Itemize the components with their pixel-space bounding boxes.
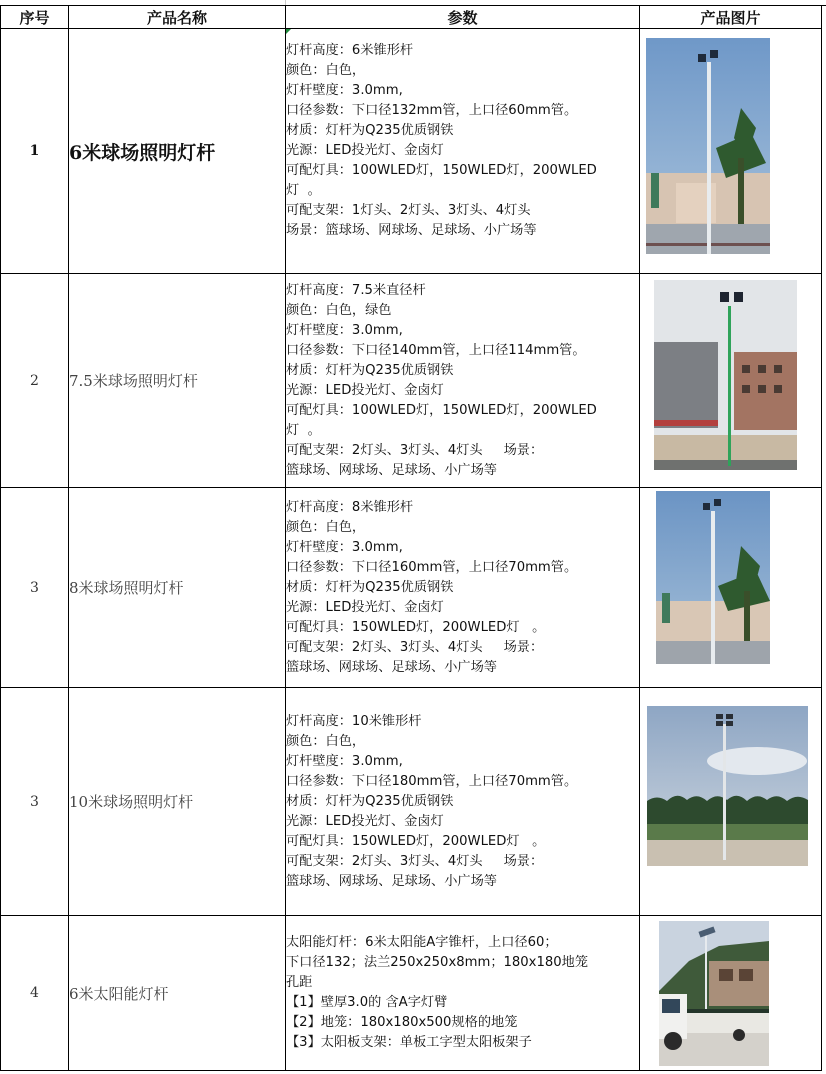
- param-line: 灯杆壁度：3.0mm,: [286, 539, 403, 555]
- table-row: [1, 688, 822, 916]
- param-line: 太阳能灯杆：6米太阳能A字锥杆，上口径60；: [286, 935, 558, 950]
- param-line: 灯杆壁度：3.0mm,: [286, 83, 403, 98]
- header-params[interactable]: 参数: [286, 6, 640, 29]
- photo-icon[interactable]: [647, 706, 808, 866]
- table-row: [1, 274, 822, 488]
- param-line: 灯杆高度：7.5米直径杆: [286, 282, 426, 298]
- param-line: 灯 。: [286, 422, 321, 438]
- param-line: 光源：LED投光灯、金卤灯: [286, 599, 444, 615]
- param-line: 篮球场、网球场、足球场、小广场等: [286, 873, 497, 889]
- param-blank: [286, 241, 639, 261]
- header-name[interactable]: 产品名称: [69, 6, 286, 29]
- param-line: 场景：篮球场、网球场、足球场、小广场等: [286, 223, 537, 238]
- table-row: [1, 29, 822, 274]
- param-line: 可配支架：2灯头、3灯头、4灯头 场景：: [286, 639, 544, 655]
- param-line: 篮球场、网球场、足球场、小广场等: [286, 659, 497, 675]
- param-line: 孔距: [286, 975, 313, 990]
- param-line: 可配灯具：100WLED灯，150WLED灯，200WLED: [286, 163, 597, 178]
- param-line: 颜色：白色，: [286, 519, 366, 535]
- param-line: 口径参数：下口径132mm管，上口径60mm管。: [286, 103, 578, 118]
- param-line: 光源：LED投光灯、金卤灯: [286, 382, 444, 398]
- row-index[interactable]: 2: [1, 274, 69, 488]
- param-line: 颜色：白色，: [286, 733, 366, 749]
- photo-icon[interactable]: [659, 921, 769, 1066]
- product-name[interactable]: 8米球场照明灯杆: [69, 488, 286, 688]
- param-line: 可配支架：1灯头、2灯头、3灯头、4灯头: [286, 203, 531, 218]
- param-line: 可配支架：2灯头、3灯头、4灯头 场景：: [286, 442, 544, 458]
- param-line: 材质：灯杆为Q235优质钢铁: [286, 123, 454, 138]
- product-params[interactable]: [286, 488, 640, 688]
- param-line: 灯 。: [286, 183, 321, 198]
- product-photo-cell[interactable]: [640, 274, 822, 488]
- product-name[interactable]: 10米球场照明灯杆: [69, 688, 286, 916]
- table-row: [1, 916, 822, 1071]
- param-line: 可配灯具：150WLED灯，200WLED灯 。: [286, 619, 546, 635]
- table-row: [1, 488, 822, 688]
- param-line: 可配支架：2灯头、3灯头、4灯头 场景：: [286, 853, 544, 869]
- param-line: 光源：LED投光灯、金卤灯: [286, 813, 444, 829]
- row-index[interactable]: 1: [1, 29, 69, 274]
- row-index[interactable]: 3: [1, 488, 69, 688]
- product-params[interactable]: [286, 916, 640, 1071]
- row-index[interactable]: 4: [1, 916, 69, 1071]
- param-line: 【1】壁厚3.0的 含A字灯臂: [286, 995, 448, 1010]
- product-photo-cell[interactable]: [640, 688, 822, 916]
- product-table: [0, 5, 822, 1071]
- row-index[interactable]: 3: [1, 688, 69, 916]
- product-name[interactable]: 7.5米球场照明灯杆: [69, 274, 286, 488]
- param-line: 口径参数：下口径140mm管，上口径114mm管。: [286, 342, 586, 358]
- param-line: 光源：LED投光灯、金卤灯: [286, 143, 444, 158]
- product-params[interactable]: [286, 688, 640, 916]
- param-line: 材质：灯杆为Q235优质钢铁: [286, 579, 454, 595]
- param-line: 口径参数：下口径180mm管，上口径70mm管。: [286, 773, 578, 789]
- param-line: 可配灯具：150WLED灯，200WLED灯 。: [286, 833, 546, 849]
- product-params[interactable]: [286, 274, 640, 488]
- product-name[interactable]: 6米球场照明灯杆: [69, 29, 286, 274]
- param-line: 灯杆壁度：3.0mm,: [286, 753, 403, 769]
- param-line: 材质：灯杆为Q235优质钢铁: [286, 793, 454, 809]
- header-photo[interactable]: 产品图片: [640, 6, 822, 29]
- product-params[interactable]: [286, 29, 640, 274]
- photo-icon[interactable]: [646, 38, 770, 254]
- header-row: [1, 6, 822, 29]
- photo-icon[interactable]: [654, 280, 797, 470]
- param-line: 口径参数：下口径160mm管，上口径70mm管。: [286, 559, 578, 575]
- cell-comment-marker: [286, 29, 291, 34]
- param-line: 颜色：白色，绿色: [286, 302, 392, 318]
- param-line: 灯杆壁度：3.0mm,: [286, 322, 403, 338]
- param-line: 篮球场、网球场、足球场、小广场等: [286, 462, 497, 478]
- param-line: 灯杆高度：10米锥形杆: [286, 713, 422, 729]
- param-line: 灯杆高度：8米锥形杆: [286, 499, 414, 515]
- product-photo-cell[interactable]: [640, 29, 822, 274]
- param-line: 【2】地笼：180x180x500规格的地笼: [286, 1015, 518, 1030]
- product-photo-cell[interactable]: [640, 488, 822, 688]
- photo-icon[interactable]: [656, 491, 770, 664]
- product-photo-cell[interactable]: [640, 916, 822, 1071]
- param-line: 【3】太阳板支架：单板工字型太阳板架子: [286, 1035, 532, 1050]
- param-line: 颜色：白色，: [286, 63, 366, 78]
- param-line: 材质：灯杆为Q235优质钢铁: [286, 362, 454, 378]
- product-name[interactable]: 6米太阳能灯杆: [69, 916, 286, 1071]
- header-index[interactable]: 序号: [1, 6, 69, 29]
- param-line: 灯杆高度：6米锥形杆: [286, 43, 414, 58]
- param-line: 下口径132；法兰250x250x8mm；180x180地笼: [286, 955, 589, 970]
- param-line: 可配灯具：100WLED灯，150WLED灯，200WLED: [286, 402, 597, 418]
